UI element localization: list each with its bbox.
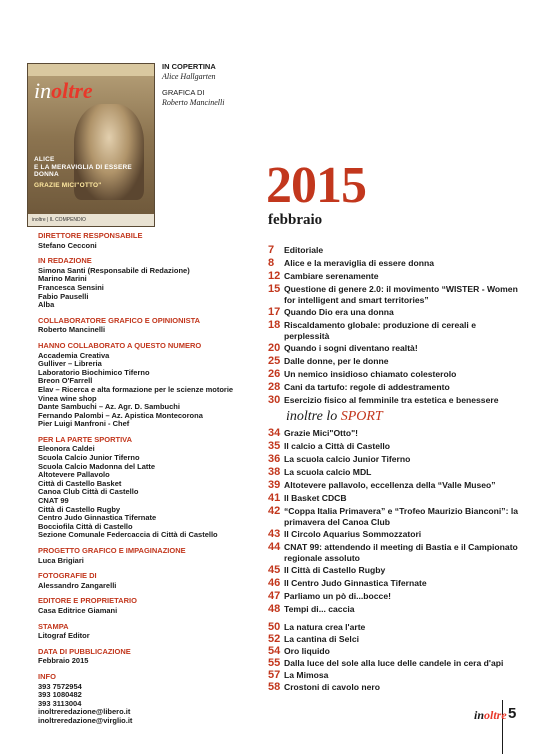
toc-title: Quando i sogni diventano realtà! [284, 343, 418, 353]
toc-title: Un nemico insidioso chiamato colesterolo [284, 369, 457, 379]
masthead-item: Scuola Calcio Madonna del Latte [38, 461, 156, 471]
toc-entry [268, 578, 518, 589]
toc-page-number: 43 [268, 528, 281, 540]
toc-entry [268, 258, 518, 269]
toc-entry [268, 542, 518, 563]
masthead-item: 393 1080482 [38, 690, 82, 700]
masthead [38, 232, 253, 733]
toc-page-number: 26 [268, 368, 281, 380]
page-number: 5 [508, 705, 517, 722]
toc-title: Alice e la meraviglia di essere donna [284, 258, 434, 268]
toc-entry [268, 245, 518, 256]
toc-title: Editoriale [284, 245, 324, 255]
toc-sport [268, 428, 518, 617]
masthead-item: Casa Editrice Giamani [38, 605, 118, 615]
issue-month: febbraio [268, 212, 323, 228]
masthead-section [38, 572, 253, 590]
toc-page-number: 45 [268, 564, 281, 576]
toc-title: Dalle donne, per le donne [284, 356, 389, 366]
masthead-section [38, 648, 253, 666]
toc-entry [268, 670, 518, 681]
masthead-item: Alessandro Zangarelli [38, 580, 117, 590]
cover-credits [162, 62, 224, 108]
toc-title: Riscaldamento globale: produzione di cereali e perplessità [284, 320, 476, 341]
toc-entry [268, 343, 518, 354]
toc-entry [268, 467, 518, 478]
toc-entry [268, 428, 518, 439]
masthead-item: 393 7572954 [38, 681, 82, 691]
sport-section-heading: inoltre lo SPORT [286, 409, 383, 424]
toc-page-number: 36 [268, 453, 281, 465]
masthead-section [38, 623, 253, 641]
masthead-item: Febbraio 2015 [38, 656, 89, 666]
toc-page-number: 52 [268, 633, 281, 645]
toc-entry [268, 480, 518, 491]
toc-page-number: 57 [268, 669, 281, 681]
toc-title: La Mimosa [284, 670, 329, 680]
toc-entry [268, 284, 518, 305]
masthead-item: Alba [38, 300, 55, 310]
toc-title: Il Centro Judo Ginnastica Tifernate [284, 578, 427, 588]
masthead-section [38, 436, 253, 540]
toc-page-number: 47 [268, 590, 281, 602]
toc-page-number: 12 [268, 270, 281, 282]
masthead-item: Accademia Creativa [38, 350, 110, 360]
masthead-item: Simona Santi (Responsabile di Redazione) [38, 265, 190, 275]
toc-page-number: 48 [268, 603, 281, 615]
masthead-item: Elav – Ricerca e alta formazione per le scienze motorie [38, 384, 234, 394]
masthead-heading: PER LA PARTE SPORTIVA [38, 434, 133, 444]
masthead-item: Dante Sambuchi – Az. Agr. D. Sambuchi [38, 402, 180, 412]
toc-page-number: 42 [268, 505, 281, 517]
masthead-item: CNAT 99 [38, 496, 69, 506]
footer-logo: inoltre [474, 708, 507, 722]
toc-end [268, 622, 518, 694]
toc-entry [268, 646, 518, 657]
toc-page-number: 8 [268, 257, 275, 269]
toc-page-number: 46 [268, 577, 281, 589]
toc-entry [268, 622, 518, 633]
masthead-section [38, 317, 253, 335]
toc-page-number: 50 [268, 621, 281, 633]
toc-entry [268, 395, 518, 406]
toc-title: La natura crea l'arte [284, 622, 366, 632]
masthead-item: Litograf Editor [38, 631, 90, 641]
toc-entry [268, 634, 518, 645]
masthead-item: Vinea wine shop [38, 393, 97, 403]
toc-entry [268, 565, 518, 576]
toc-page-number: 34 [268, 427, 281, 439]
toc-title: Grazie Mici"Otto"! [284, 428, 359, 438]
masthead-heading: DIRETTORE RESPONSABILE [38, 231, 143, 240]
masthead-item: Stefano Cecconi [38, 240, 97, 250]
masthead-heading: PROGETTO GRAFICO E IMPAGINAZIONE [38, 546, 186, 555]
toc-page-number: 54 [268, 645, 281, 657]
masthead-item: Gulliver – Libreria [38, 359, 102, 369]
graphic-author: Roberto Mancinelli [162, 98, 225, 107]
toc-page-number: 15 [268, 283, 281, 295]
masthead-item: 393 3113004 [38, 698, 82, 708]
toc-entry [268, 682, 518, 693]
masthead-item: Città di Castello Basket [38, 478, 122, 488]
toc-page-number: 30 [268, 394, 281, 406]
cover-heading: IN COPERTINA [162, 62, 216, 71]
masthead-item: Eleonora Caldei [38, 444, 95, 454]
toc-page-number: 18 [268, 319, 281, 331]
toc-title: La scuola calcio MDL [284, 467, 372, 477]
toc-end-section [268, 622, 518, 693]
masthead-item: Città di Castello Rugby [38, 504, 121, 514]
toc-title: Dalla luce del sole alla luce delle candele in cera d'api [284, 658, 504, 668]
masthead-heading: COLLABORATORE GRAFICO E OPINIONISTA [38, 315, 201, 325]
toc-page-number: 17 [268, 306, 281, 318]
masthead-section [38, 342, 253, 429]
toc-entry [268, 441, 518, 452]
toc-title: CNAT 99: attendendo il meeting di Bastia e il Campionato regionale assoluto [284, 542, 518, 563]
toc-page-number: 58 [268, 681, 281, 693]
masthead-item: Fernando Palombi – Az. Apistica Montecorona [38, 410, 203, 420]
toc-entry [268, 591, 518, 602]
masthead-section [38, 673, 253, 726]
toc-page-number: 28 [268, 381, 281, 393]
masthead-section [38, 597, 253, 615]
masthead-heading: IN REDAZIONE [38, 256, 92, 266]
masthead-item: Marino Marini [38, 274, 87, 284]
toc-entry [268, 320, 518, 341]
masthead-section [38, 547, 253, 565]
cover-bottom-band: inoltre | IL COMPENDIO [28, 214, 154, 226]
masthead-item: Bocciofila Città di Castello [38, 521, 133, 531]
cover-title-3: GRAZIE MICI"OTTO" [34, 182, 102, 189]
masthead-item: Roberto Mancinelli [38, 325, 106, 335]
toc-entry [268, 369, 518, 380]
toc-entry [268, 506, 518, 527]
cover-top-strip [28, 64, 154, 76]
toc-entry [268, 454, 518, 465]
cover-logo: inoltre [34, 78, 93, 103]
toc-page-number: 35 [268, 440, 281, 452]
toc-title: La scuola calcio Junior Tiferno [284, 454, 411, 464]
toc-entry [268, 382, 518, 393]
toc-entry [268, 493, 518, 504]
masthead-section [38, 257, 253, 310]
toc-title: Il Circolo Aquarius Sommozzatori [284, 529, 422, 539]
toc-title: Esercizio fisico al femminile tra estetica e benessere [284, 395, 499, 405]
toc-title: “Coppa Italia Primavera” e “Trofeo Maurizio Bianconi”: la primavera del Canoa Club [284, 506, 518, 527]
toc-page-number: 20 [268, 342, 281, 354]
toc-title: Parliamo un pò di...bocce! [284, 591, 391, 601]
toc-entry [268, 356, 518, 367]
toc-title: Il Città di Castello Rugby [284, 565, 386, 575]
cover-title-1: ALICE [34, 156, 55, 163]
toc-entry [268, 604, 518, 615]
toc-title: La cantina di Selci [284, 634, 359, 644]
masthead-item: Pier Luigi Manfroni - Chef [38, 419, 130, 429]
masthead-item: Fabio Pauselli [38, 291, 89, 301]
toc-page-number: 25 [268, 355, 281, 367]
masthead-item: inoltreredazione@virglio.it [38, 715, 133, 725]
masthead-item: Breon O'Farrell [38, 376, 93, 386]
toc-page-number: 41 [268, 492, 281, 504]
masthead-item: Altotevere Pallavolo [38, 470, 110, 480]
toc-title: Oro liquido [284, 646, 330, 656]
toc-page-number: 39 [268, 479, 281, 491]
toc-title: Altotevere pallavolo, eccellenza della “Valle Museo” [284, 480, 496, 490]
masthead-item: Canoa Club Città di Castello [38, 487, 139, 497]
masthead-item: inoltreredazione@libero.it [38, 707, 131, 717]
toc-page-number: 38 [268, 466, 281, 478]
toc-title: Crostoni di cavolo nero [284, 682, 380, 692]
toc-entry [268, 271, 518, 282]
masthead-heading: FOTOGRAFIE DI [38, 571, 97, 581]
toc-main-section [268, 245, 518, 406]
masthead-section [38, 232, 253, 250]
masthead-heading: INFO [38, 671, 56, 681]
toc-title: Cambiare serenamente [284, 271, 379, 281]
masthead-item: Luca Brigiari [38, 555, 84, 565]
masthead-item: Laboratorio Biochimico Tiferno [38, 367, 150, 377]
toc-entry [268, 658, 518, 669]
issue-year: 2015 [266, 157, 366, 214]
masthead-item: Scuola Calcio Junior Tiferno [38, 453, 140, 463]
toc-title: Cani da tartufo: regole di addestramento [284, 382, 450, 392]
toc-page-number: 55 [268, 657, 281, 669]
cover-thumbnail [27, 63, 155, 227]
toc-page-number: 7 [268, 244, 275, 256]
cover-subject: Alice Hallgarten [162, 72, 216, 81]
masthead-item: Francesca Sensini [38, 282, 104, 292]
toc-entry [268, 307, 518, 318]
masthead-heading: HANNO COLLABORATO A QUESTO NUMERO [38, 340, 202, 350]
masthead-item: Centro Judo Ginnastica Tifernate [38, 513, 157, 523]
masthead-heading: DATA DI PUBBLICAZIONE [38, 646, 131, 656]
toc-title: Tempi di... caccia [284, 604, 355, 614]
graphic-label: GRAFICA DI [162, 88, 205, 97]
toc-entry [268, 529, 518, 540]
toc-title: Quando Dio era una donna [284, 307, 394, 317]
masthead-heading: EDITORE E PROPRIETARIO [38, 596, 137, 606]
toc-sport-section [268, 428, 518, 615]
cover-title-2: E LA MERAVIGLIA DI ESSERE DONNA [34, 164, 132, 178]
toc-title: Il calcio a Città di Castello [284, 441, 391, 451]
toc-title: Questione di genere 2.0: il movimento “WISTER - Women for intelligent and smart territories” [284, 284, 518, 305]
toc-title: Il Basket CDCB [284, 493, 347, 503]
masthead-item: Sezione Comunale Federcaccia di Città di Castello [38, 530, 218, 540]
table-of-contents [268, 245, 518, 408]
toc-page-number: 44 [268, 541, 281, 553]
masthead-heading: STAMPA [38, 621, 69, 631]
